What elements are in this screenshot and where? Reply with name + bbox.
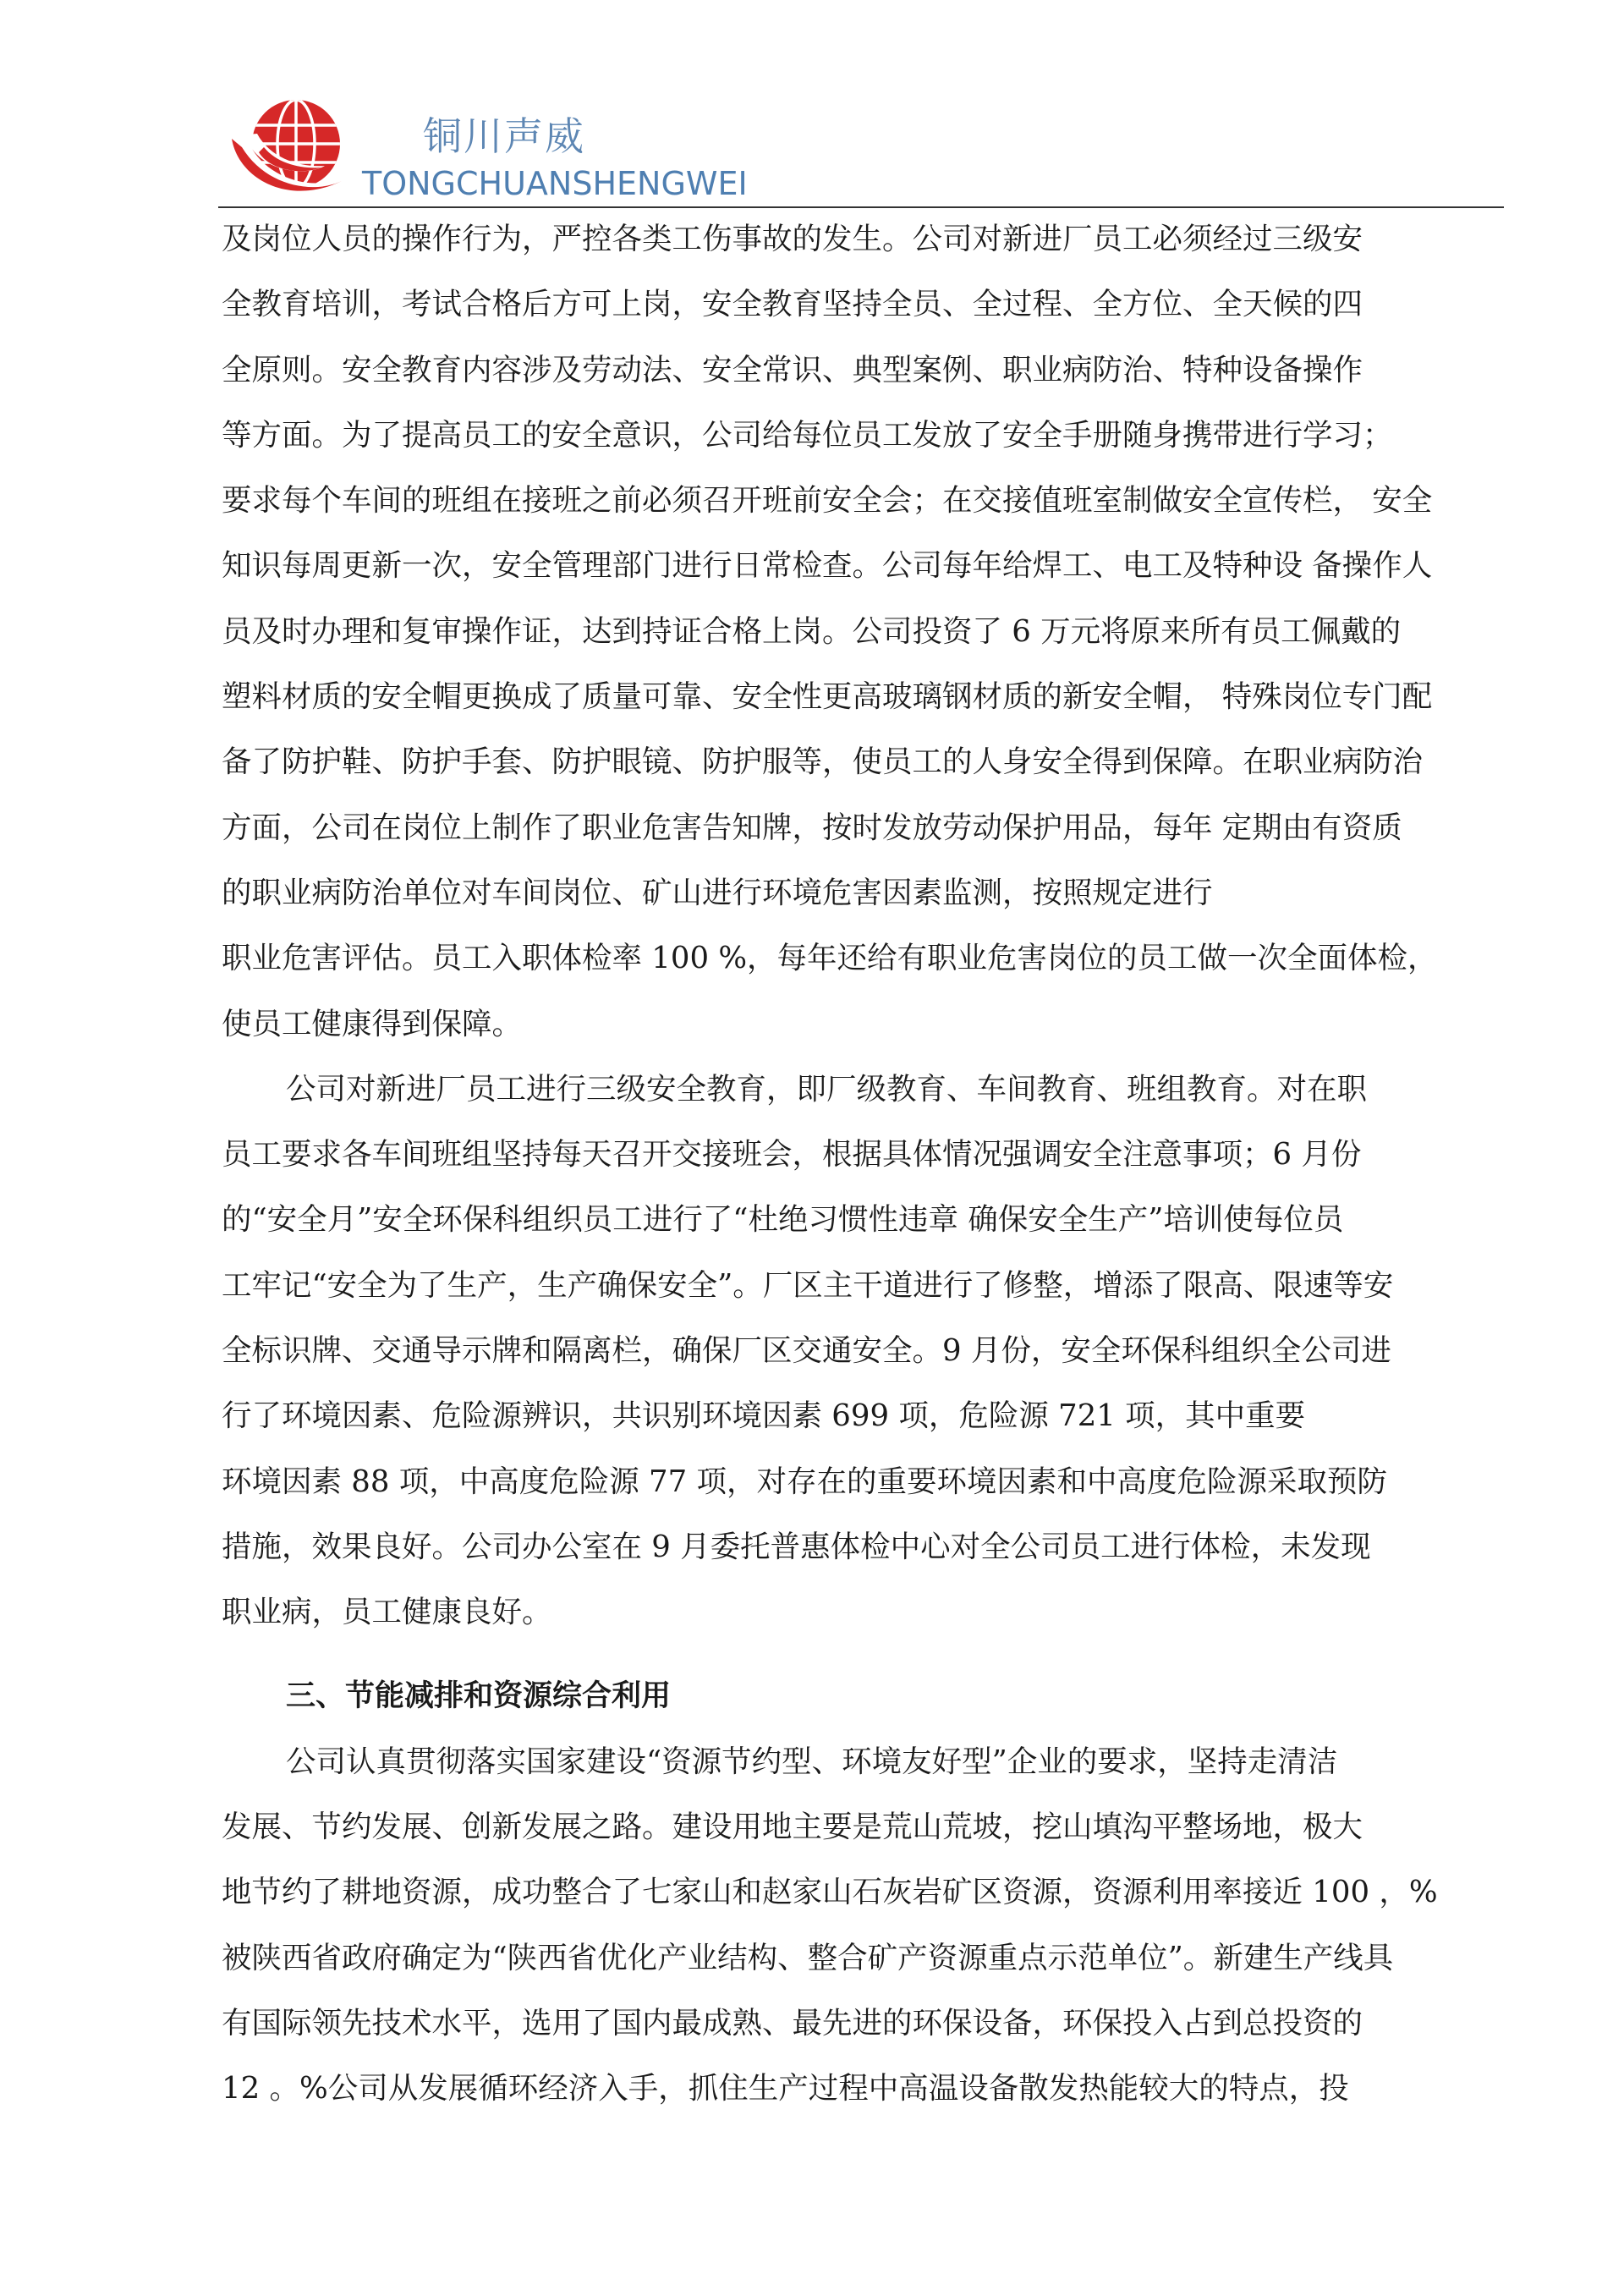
text-line: 的职业病防治单位对车间岗位、矿山进行环境危害因素监测，按照规定进行 <box>222 875 1213 910</box>
logo-english-name: TONGCHUANSHENGWEI <box>362 165 748 202</box>
text-line: 工牢记“安全为了生产，生产确保安全”。厂区主干道进行了修整，增添了限高、限速等安 <box>222 1267 1394 1303</box>
text-line: 全原则。安全教育内容涉及劳动法、安全常识、典型案例、职业病防治、特种设备操作 <box>222 352 1363 387</box>
text-line: 塑料材质的安全帽更换成了质量可靠、安全性更高玻璃钢材质的新安全帽， 特殊岗位专门配 <box>222 679 1433 715</box>
text-line: 职业病，员工健康良好。 <box>222 1595 552 1630</box>
section-spacer <box>222 1645 1507 1664</box>
logo-chinese-name: 铜川声威 <box>423 113 585 159</box>
text-line: 被陕西省政府确定为“陕西省优化产业结构、整合矿产资源重点示范单位”。新建生产线具 <box>222 1940 1394 1975</box>
page-header <box>218 91 1504 205</box>
document-body <box>222 206 1507 2122</box>
text-line: 要求每个车间的班组在接班之前必须召开班前安全会；在交接值班室制做安全宣传栏， 安全 <box>222 483 1433 519</box>
paragraph-first-line: 公司对新进厂员工进行三级安全教育，即厂级教育、车间教育、班组教育。对在职 <box>286 1071 1368 1107</box>
text-line: 员工要求各车间班组坚持每天召开交接班会，根据具体情况强调安全注意事项；6 月份 <box>222 1137 1362 1173</box>
text-line: 地节约了耕地资源，成功整合了七家山和赵家山石灰岩矿区资源，资源利用率接近 100 ，% <box>222 1875 1438 1910</box>
text-line: 12 。%公司从发展循环经济入手，抓住生产过程中高温设备散发热能较大的特点，投 <box>222 2071 1349 2106</box>
section-heading: 三、节能减排和资源综合利用 <box>286 1678 672 1713</box>
text-line: 有国际领先技术水平，选用了国内最成熟、最先进的环保设备，环保投入占到总投资的 <box>222 2006 1363 2041</box>
text-line: 员及时办理和复审操作证，达到持证合格上岗。公司投资了 6 万元将原来所有员工佩戴的 <box>222 613 1402 649</box>
text-line: 知识每周更新一次，安全管理部门进行日常检查。公司每年给焊工、电工及特种设 备操作人 <box>222 548 1433 584</box>
text-line: 职业危害评估。员工入职体检率 100 %，每年还给有职业危害岗位的员工做一次全面体检， <box>222 941 1438 976</box>
text-line: 的“安全月”安全环保科组织员工进行了“杜绝习惯性违章 确保安全生产”培训使每位员 <box>222 1202 1344 1238</box>
text-line: 使员工健康得到保障。 <box>222 1006 523 1041</box>
paragraph-first-line: 公司认真贯彻落实国家建设“资源节约型、环境友好型”企业的要求，坚持走清洁 <box>286 1744 1338 1779</box>
text-line: 及岗位人员的操作行为，严控各类工伤事故的发生。公司对新进厂员工必须经过三级安 <box>222 222 1363 256</box>
text-line: 环境因素 88 项，中高度危险源 77 项，对存在的重要环境因素和中高度危险源采取预防 <box>222 1464 1387 1499</box>
text-line: 备了防护鞋、防护手套、防护眼镜、防护服等，使员工的人身安全得到保障。在职业病防治 <box>222 744 1424 780</box>
text-line: 方面，公司在岗位上制作了职业危害告知牌，按时发放劳动保护用品，每年 定期由有资质 <box>222 810 1402 845</box>
text-line: 发展、节约发展、创新发展之路。建设用地主要是荒山荒坡，挖山填沟平整场地，极大 <box>222 1810 1363 1845</box>
text-line: 措施，效果良好。公司办公室在 9 月委托普惠体检中心对全公司员工进行体检，未发现 <box>222 1529 1371 1564</box>
text-line: 全标识牌、交通导示牌和隔离栏，确保厂区交通安全。9 月份，安全环保科组织全公司进 <box>222 1333 1391 1369</box>
shengwei-globe-logo-icon <box>230 91 357 201</box>
text-line: 行了环境因素、危险源辨识，共识别环境因素 699 项，危险源 721 项，其中重要 <box>222 1398 1306 1434</box>
text-line: 全教育培训，考试合格后方可上岗，安全教育坚持全员、全过程、全方位、全天候的四 <box>222 287 1363 322</box>
text-line: 等方面。为了提高员工的安全意识，公司给每位员工发放了安全手册随身携带进行学习； <box>222 417 1393 453</box>
